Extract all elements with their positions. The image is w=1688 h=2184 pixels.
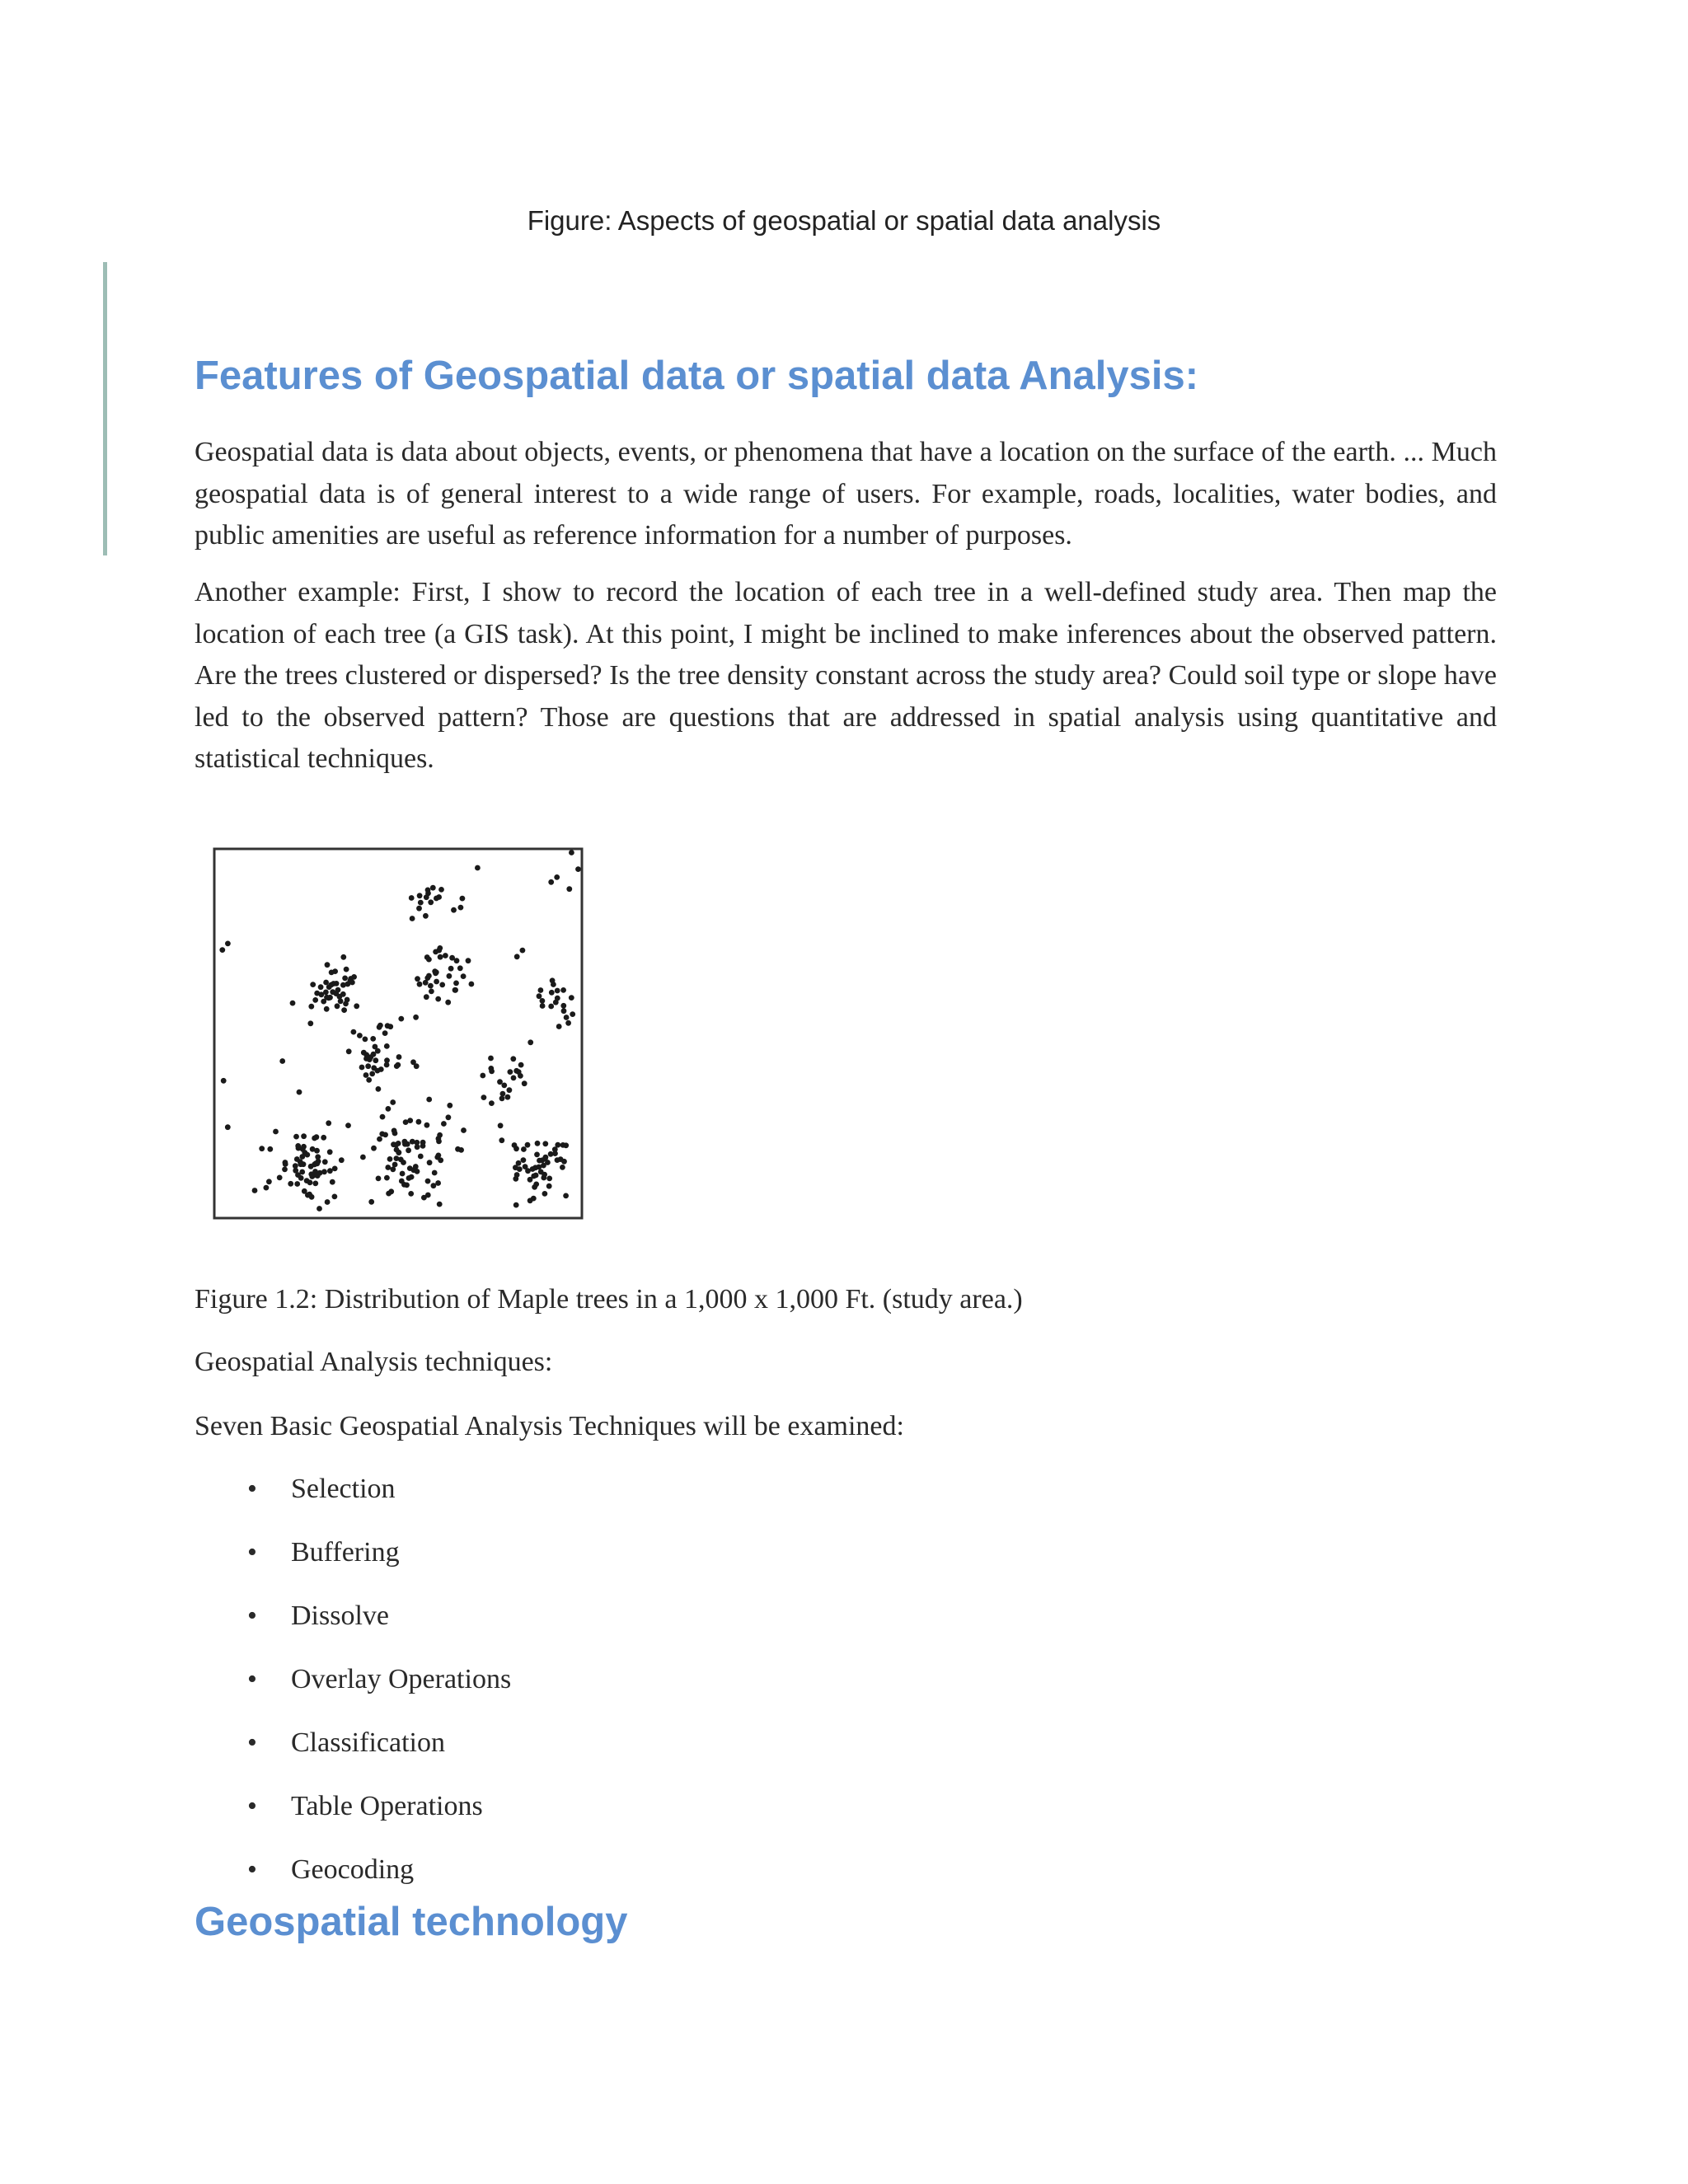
tree-point xyxy=(288,1181,293,1187)
tree-point xyxy=(461,973,467,979)
tree-point xyxy=(447,973,452,979)
tree-point xyxy=(314,1148,320,1154)
tree-point xyxy=(307,1020,313,1026)
tree-point xyxy=(518,1073,523,1079)
tree-point xyxy=(382,1132,388,1138)
tree-point xyxy=(461,1127,467,1133)
section-heading-technology: Geospatial technology xyxy=(195,1900,628,1944)
tree-point xyxy=(514,954,520,959)
tree-point xyxy=(565,1020,571,1026)
tree-point xyxy=(308,1004,314,1010)
tree-point xyxy=(384,1043,390,1049)
tree-point xyxy=(290,1001,296,1006)
tree-point xyxy=(346,1048,352,1054)
tree-point xyxy=(521,1146,527,1152)
tree-point xyxy=(323,990,329,996)
tree-point xyxy=(321,999,326,1005)
tree-point xyxy=(513,1146,519,1151)
tree-point xyxy=(363,1052,369,1058)
tree-point xyxy=(510,1056,516,1062)
tree-point xyxy=(427,1160,433,1165)
bullet-icon: • xyxy=(247,1854,257,1885)
tree-point xyxy=(418,1154,424,1160)
tree-point xyxy=(566,886,572,892)
study-area-border xyxy=(214,849,582,1218)
list-item-label: Buffering xyxy=(291,1537,400,1568)
tree-point xyxy=(513,1068,519,1074)
tree-point xyxy=(225,1124,231,1130)
tree-point xyxy=(438,954,443,960)
tree-point xyxy=(363,1072,369,1078)
tree-point xyxy=(428,899,434,905)
tree-point xyxy=(489,1069,495,1075)
tree-point xyxy=(497,1079,503,1085)
tree-point xyxy=(548,1004,554,1010)
tree-point xyxy=(500,1091,506,1097)
tree-point xyxy=(398,1157,404,1163)
tree-point xyxy=(423,980,429,986)
tree-point xyxy=(225,941,231,947)
tree-point xyxy=(488,1056,494,1062)
tree-point xyxy=(528,1197,533,1203)
tree-point xyxy=(521,1157,527,1163)
tree-point xyxy=(426,957,432,963)
tree-point xyxy=(428,983,434,989)
tree-point xyxy=(513,1165,518,1170)
tree-point xyxy=(388,1188,394,1194)
tree-point xyxy=(431,1183,437,1188)
section-heading-features: Features of Geospatial data or spatial data Analysis: xyxy=(195,354,1199,398)
tree-point xyxy=(332,1166,338,1172)
tree-point xyxy=(293,1134,299,1140)
tree-point xyxy=(316,1206,322,1212)
tree-point xyxy=(339,1157,345,1163)
tree-point xyxy=(498,1122,504,1128)
tree-point xyxy=(349,980,355,986)
tree-point xyxy=(340,982,346,988)
tree-point xyxy=(312,1136,317,1141)
tree-point xyxy=(310,982,316,987)
tree-point xyxy=(429,989,434,995)
tree-point xyxy=(324,1006,330,1012)
tree-points xyxy=(219,850,581,1212)
tree-point xyxy=(322,1159,328,1165)
tree-point xyxy=(536,1165,542,1170)
tree-point xyxy=(489,1100,495,1106)
tree-point xyxy=(434,896,439,902)
tree-point xyxy=(451,907,457,913)
bullet-icon: • xyxy=(247,1537,257,1568)
tree-point xyxy=(392,1162,398,1168)
tree-point xyxy=(366,1077,372,1083)
tree-point xyxy=(561,1008,567,1014)
tree-point xyxy=(377,1137,382,1142)
tree-point xyxy=(540,998,546,1004)
tree-point xyxy=(569,995,574,1001)
tree-point xyxy=(452,987,458,993)
tree-point xyxy=(304,1152,310,1158)
tree-point xyxy=(386,1106,392,1112)
tree-point xyxy=(264,1185,270,1191)
tree-point xyxy=(550,977,556,983)
tree-figure-caption: Figure 1.2: Distribution of Maple trees in a 1,000 x 1,000 Ft. (study area.) xyxy=(195,1284,1023,1315)
tree-point xyxy=(385,1165,391,1170)
list-item-label: Selection xyxy=(291,1474,396,1504)
list-item-label: Dissolve xyxy=(291,1601,389,1631)
tree-point xyxy=(321,1135,326,1141)
tree-point xyxy=(328,982,334,988)
tree-point xyxy=(403,1119,409,1125)
figure-caption-top: Figure: Aspects of geospatial or spatial data analysis xyxy=(527,205,1161,236)
tree-point xyxy=(501,1083,507,1089)
tree-point xyxy=(540,1003,546,1009)
tree-point xyxy=(475,865,481,871)
tree-point xyxy=(420,1143,426,1149)
tree-point xyxy=(329,970,335,976)
tree-point xyxy=(480,1073,485,1079)
tree-point xyxy=(537,1158,542,1164)
tree-point xyxy=(564,1015,570,1020)
tree-point xyxy=(351,1029,357,1035)
tree-point xyxy=(406,1147,411,1153)
tree-point xyxy=(378,1066,384,1072)
tree-point xyxy=(390,1166,396,1172)
tree-point xyxy=(528,1177,533,1183)
tree-point xyxy=(453,981,459,987)
tree-point xyxy=(330,1179,335,1185)
paragraph-tree-example: Another example: First, I show to record the location of each tree in a well-defined study area. Then map the location of each tree (a GIS task). At this point, I might be inclined to make inferences about the observed pattern. Are the trees clustered or dispersed? Is the tree density constant across the study area? Could soil type or slope have led to the observed pattern? Those are questions that are addressed in spatial analysis using quantitative and statistical techniques. xyxy=(195,577,1497,774)
tree-point xyxy=(443,953,448,958)
tree-point xyxy=(454,958,460,963)
tree-point xyxy=(360,1155,366,1160)
tree-distribution-plot xyxy=(195,832,590,1228)
tree-point xyxy=(555,996,560,1001)
tree-point xyxy=(445,1000,451,1005)
tree-point xyxy=(266,1179,272,1184)
tree-point xyxy=(560,1003,566,1009)
tree-point xyxy=(402,1139,408,1145)
tree-point xyxy=(425,1179,431,1184)
tree-point xyxy=(293,1168,298,1174)
tree-point xyxy=(318,984,324,990)
tree-point xyxy=(277,1175,283,1181)
tree-point xyxy=(538,1169,544,1175)
tree-point xyxy=(514,1172,520,1178)
tree-point xyxy=(522,1080,528,1086)
tree-point xyxy=(297,1090,302,1095)
tree-point xyxy=(518,1062,524,1068)
tree-point xyxy=(395,1062,401,1068)
tree-point xyxy=(390,1099,396,1105)
tree-point xyxy=(425,888,431,893)
tree-point xyxy=(552,1151,558,1156)
tree-point xyxy=(438,887,444,893)
tree-point xyxy=(296,1146,302,1151)
tree-point xyxy=(437,1202,443,1207)
tree-point xyxy=(499,1137,504,1143)
tree-point xyxy=(377,1023,383,1029)
tree-point xyxy=(371,1052,377,1057)
tree-point xyxy=(446,1114,452,1120)
tree-point xyxy=(460,896,466,902)
tree-point xyxy=(426,1097,432,1103)
tree-point xyxy=(305,1193,311,1198)
tree-point xyxy=(370,1036,376,1042)
tree-point xyxy=(299,1154,305,1160)
tree-point xyxy=(410,916,415,921)
tree-point xyxy=(380,1114,386,1120)
tree-point xyxy=(508,1069,513,1075)
tree-point xyxy=(542,1141,548,1146)
tree-point xyxy=(575,866,581,872)
tree-point xyxy=(382,1030,388,1036)
tree-point xyxy=(315,1173,321,1179)
list-item-label: Classification xyxy=(291,1727,445,1758)
tree-point xyxy=(457,965,463,971)
tree-point xyxy=(400,1171,406,1177)
tree-point xyxy=(301,1144,307,1150)
tree-point xyxy=(338,998,344,1004)
tree-point xyxy=(436,948,442,954)
tree-point xyxy=(447,1103,452,1108)
tree-point xyxy=(555,1142,560,1148)
tree-point xyxy=(313,1160,319,1166)
tree-point xyxy=(528,1039,533,1045)
bullet-icon: • xyxy=(247,1601,257,1631)
tree-point xyxy=(399,1179,405,1184)
tree-point xyxy=(414,1063,420,1069)
tree-point xyxy=(505,1094,511,1100)
tree-point xyxy=(359,1065,365,1071)
tree-point xyxy=(511,1076,517,1081)
tree-point xyxy=(537,993,542,999)
tree-point xyxy=(330,989,335,995)
tree-point xyxy=(570,1011,575,1017)
tree-point xyxy=(384,1175,390,1181)
tree-point xyxy=(294,1156,300,1162)
tree-point xyxy=(219,947,225,953)
tree-point xyxy=(335,1003,340,1009)
tree-point xyxy=(481,1094,487,1100)
tree-point xyxy=(439,982,445,988)
tree-point xyxy=(434,969,439,975)
tree-point xyxy=(312,997,318,1003)
tree-point xyxy=(423,913,429,919)
tree-point xyxy=(413,1164,419,1169)
tree-point xyxy=(344,967,349,972)
tree-point xyxy=(341,1007,347,1013)
tree-point xyxy=(373,1044,378,1050)
tree-point xyxy=(560,987,566,993)
tree-point xyxy=(569,850,574,855)
tree-point xyxy=(533,1182,539,1188)
tree-point xyxy=(408,1191,414,1197)
tree-point xyxy=(252,1188,258,1193)
tree-point xyxy=(337,994,343,1000)
tree-point xyxy=(221,1078,227,1084)
tree-point xyxy=(301,1133,307,1139)
tree-point xyxy=(294,1181,300,1187)
tree-point xyxy=(396,1141,401,1146)
tree-point xyxy=(279,1058,285,1064)
tree-point xyxy=(387,1024,393,1029)
tree-point xyxy=(417,893,423,898)
tree-point xyxy=(396,1054,402,1060)
tree-point xyxy=(340,954,346,960)
tree-point xyxy=(507,1087,513,1093)
tree-point xyxy=(308,1164,314,1169)
tree-point xyxy=(282,1167,288,1173)
tree-point xyxy=(558,1156,564,1162)
tree-point xyxy=(469,982,475,987)
tree-point xyxy=(432,1170,438,1176)
tree-point xyxy=(535,1141,541,1146)
tree-point xyxy=(563,1193,569,1199)
tree-point xyxy=(554,874,560,880)
tree-point xyxy=(534,1152,540,1158)
tree-point xyxy=(371,1065,377,1071)
tree-point xyxy=(466,958,471,963)
bullet-icon: • xyxy=(247,1727,257,1758)
tree-point xyxy=(343,1001,349,1007)
tree-point xyxy=(345,1122,351,1128)
tree-point xyxy=(387,1156,393,1162)
tree-point xyxy=(325,962,331,968)
tree-point xyxy=(513,1202,519,1208)
tree-point xyxy=(335,987,341,993)
tree-point xyxy=(267,1146,273,1152)
list-item-label: Table Operations xyxy=(291,1791,483,1821)
tree-point xyxy=(314,991,320,996)
tree-point xyxy=(542,1191,548,1197)
bullet-icon: • xyxy=(247,1791,257,1821)
tree-point xyxy=(563,1142,569,1148)
tree-point xyxy=(436,1153,442,1159)
tree-point xyxy=(326,1120,331,1126)
tree-point xyxy=(325,1199,331,1205)
tree-point xyxy=(298,1161,304,1167)
tree-point xyxy=(436,1139,442,1145)
tree-point xyxy=(438,1157,443,1163)
tree-point xyxy=(548,879,554,885)
tree-point xyxy=(525,1142,531,1148)
tree-point xyxy=(409,1174,415,1180)
bullet-icon: • xyxy=(247,1474,257,1504)
tree-point xyxy=(396,1150,401,1155)
tree-point xyxy=(424,994,429,1000)
tree-point xyxy=(546,1183,552,1189)
tree-point xyxy=(365,1063,371,1069)
tree-point xyxy=(434,979,439,985)
techniques-title: Geospatial Analysis techniques: xyxy=(195,1347,553,1377)
tree-point xyxy=(413,1015,419,1020)
tree-point xyxy=(415,976,420,982)
tree-point xyxy=(283,1161,288,1167)
tree-point xyxy=(327,1168,333,1174)
tree-point xyxy=(523,1164,528,1169)
tree-point xyxy=(541,1175,546,1181)
revision-change-bar xyxy=(103,262,107,555)
list-item-label: Overlay Operations xyxy=(291,1664,512,1694)
tree-point xyxy=(369,1071,375,1077)
tree-point xyxy=(357,1033,363,1038)
tree-point xyxy=(259,1146,265,1151)
tree-point xyxy=(315,1154,321,1160)
tree-point xyxy=(334,981,340,987)
tree-point xyxy=(384,1057,390,1063)
list-item-label: Geocoding xyxy=(291,1854,415,1885)
tree-point xyxy=(326,995,331,1001)
tree-point xyxy=(371,1146,377,1151)
techniques-intro: Seven Basic Geospatial Analysis Techniques will be examined: xyxy=(195,1411,904,1441)
tree-point xyxy=(538,987,544,993)
tree-point xyxy=(418,900,424,906)
tree-point xyxy=(273,1129,279,1135)
tree-point xyxy=(546,1176,552,1182)
paragraph-geospatial-definition: Geospatial data is data about objects, events, or phenomena that have a location on the surface of the earth. ... Much geospatial data is of general interest to a wide range of users. For example, roads, localities, water bodies, and public amenities are useful as reference information for a number of purposes. xyxy=(195,437,1497,551)
tree-point xyxy=(520,948,526,954)
tree-point xyxy=(373,1057,378,1063)
tree-point xyxy=(416,1119,422,1125)
tree-point xyxy=(392,1131,398,1137)
tree-point xyxy=(416,906,422,912)
tree-point xyxy=(363,1037,368,1043)
tree-point xyxy=(560,1165,565,1170)
tree-point xyxy=(499,1095,505,1101)
tree-point xyxy=(417,982,423,987)
tree-point xyxy=(398,1016,404,1022)
tree-point xyxy=(435,1180,441,1186)
tree-point xyxy=(426,973,432,979)
tree-point xyxy=(312,1181,318,1187)
tree-point xyxy=(342,976,348,982)
tree-point xyxy=(555,988,560,994)
tree-point xyxy=(435,996,441,1002)
tree-point xyxy=(556,1024,562,1029)
tree-point xyxy=(458,1147,464,1153)
tree-point xyxy=(441,1121,447,1127)
tree-point xyxy=(323,980,329,986)
tree-point xyxy=(327,1149,333,1155)
tree-point xyxy=(354,1003,359,1009)
tree-point xyxy=(332,1194,338,1200)
tree-point xyxy=(549,990,555,996)
tree-point xyxy=(424,1122,430,1128)
tree-point xyxy=(530,1166,536,1172)
tree-point xyxy=(415,1144,420,1150)
tree-point xyxy=(298,1175,304,1181)
tree-point xyxy=(409,895,415,901)
tree-point xyxy=(425,1193,431,1198)
tree-point xyxy=(376,1176,382,1182)
tree-point xyxy=(430,885,436,891)
tree-point xyxy=(448,966,454,972)
tree-point xyxy=(424,894,429,900)
bullet-icon: • xyxy=(247,1664,257,1694)
tree-point xyxy=(458,905,464,911)
tree-point xyxy=(376,1086,382,1092)
tree-point xyxy=(368,1199,374,1205)
tree-point xyxy=(351,974,357,980)
tree-point xyxy=(307,1179,313,1185)
